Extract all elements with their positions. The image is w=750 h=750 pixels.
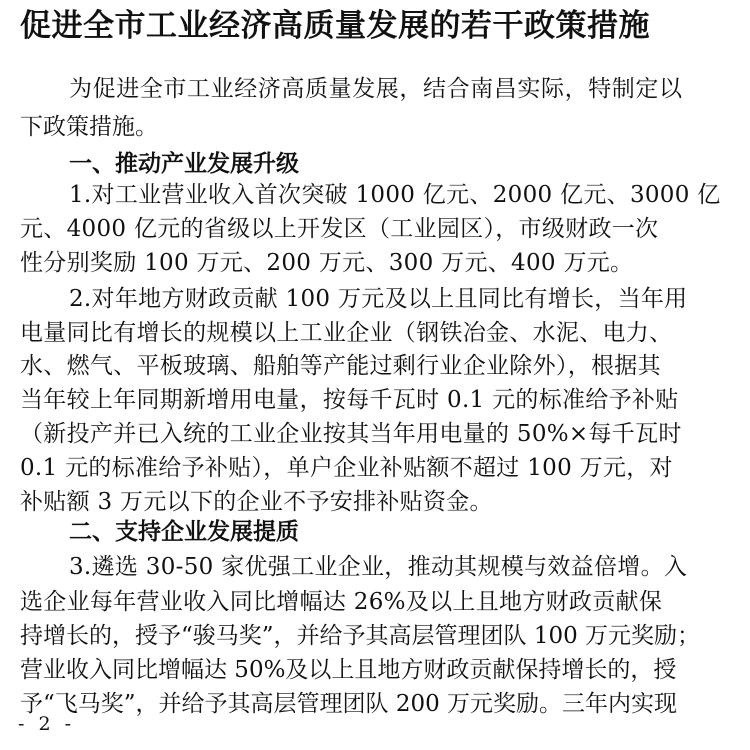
paragraph-line: 为促进全市工业经济高质量发展，结合南昌实际，特制定以 — [69, 76, 683, 102]
paragraph-line: 3.遴选 30-50 家优强工业企业，推动其规模与效益倍增。入 — [69, 554, 688, 580]
paragraph-line: 营业收入同比增幅达 50%及以上且地方财政贡献保持增长的，授 — [20, 657, 677, 683]
paragraph-line: 下政策措施。 — [20, 114, 158, 140]
paragraph-line: 补贴额 3 万元以下的企业不予安排补贴资金。 — [20, 489, 493, 515]
paragraph-line: 水、燃气、平板玻璃、船舶等产能过剩行业企业除外），根据其 — [20, 353, 661, 379]
paragraph-line: 当年较上年同期新增用电量，按每千瓦时 0.1 元的标准给予补贴 — [20, 387, 679, 413]
paragraph-line: 予“飞马奖”，并给予其高层管理团队 200 万元奖励。三年内实现 — [20, 691, 678, 717]
paragraph-line: （新投产并已入统的工业企业按其当年用电量的 50%×每千瓦时 — [20, 421, 682, 447]
page-number: - 2 - — [18, 713, 76, 735]
paragraph-line: 1.对工业营业收入首次突破 1000 亿元、2000 亿元、3000 亿 — [69, 182, 721, 208]
paragraph-line: 持增长的，授予“骏马奖”，并给予其高层管理团队 100 万元奖励； — [20, 623, 701, 649]
paragraph-line: 0.1 元的标准给予补贴），单户企业补贴额不超过 100 万元，对 — [20, 455, 673, 481]
paragraph-line: 元、4000 亿元的省级以上开发区（工业园区），市级财政一次 — [20, 216, 659, 242]
section-heading: 二、支持企业发展提质 — [69, 519, 299, 545]
paragraph-line: 2.对年地方财政贡献 100 万元及以上且同比有增长，当年用 — [69, 286, 688, 312]
paragraph-line: 选企业每年营业收入同比增幅达 26%及以上且地方财政贡献保 — [20, 589, 663, 615]
document-title: 促进全市工业经济高质量发展的若干政策措施 — [20, 8, 650, 44]
section-heading: 一、推动产业发展升级 — [69, 151, 299, 177]
paragraph-line: 电量同比有增长的规模以上工业企业（钢铁冶金、水泥、电力、 — [20, 320, 673, 346]
paragraph-line: 性分别奖励 100 万元、200 万元、300 万元、400 万元。 — [20, 250, 634, 276]
